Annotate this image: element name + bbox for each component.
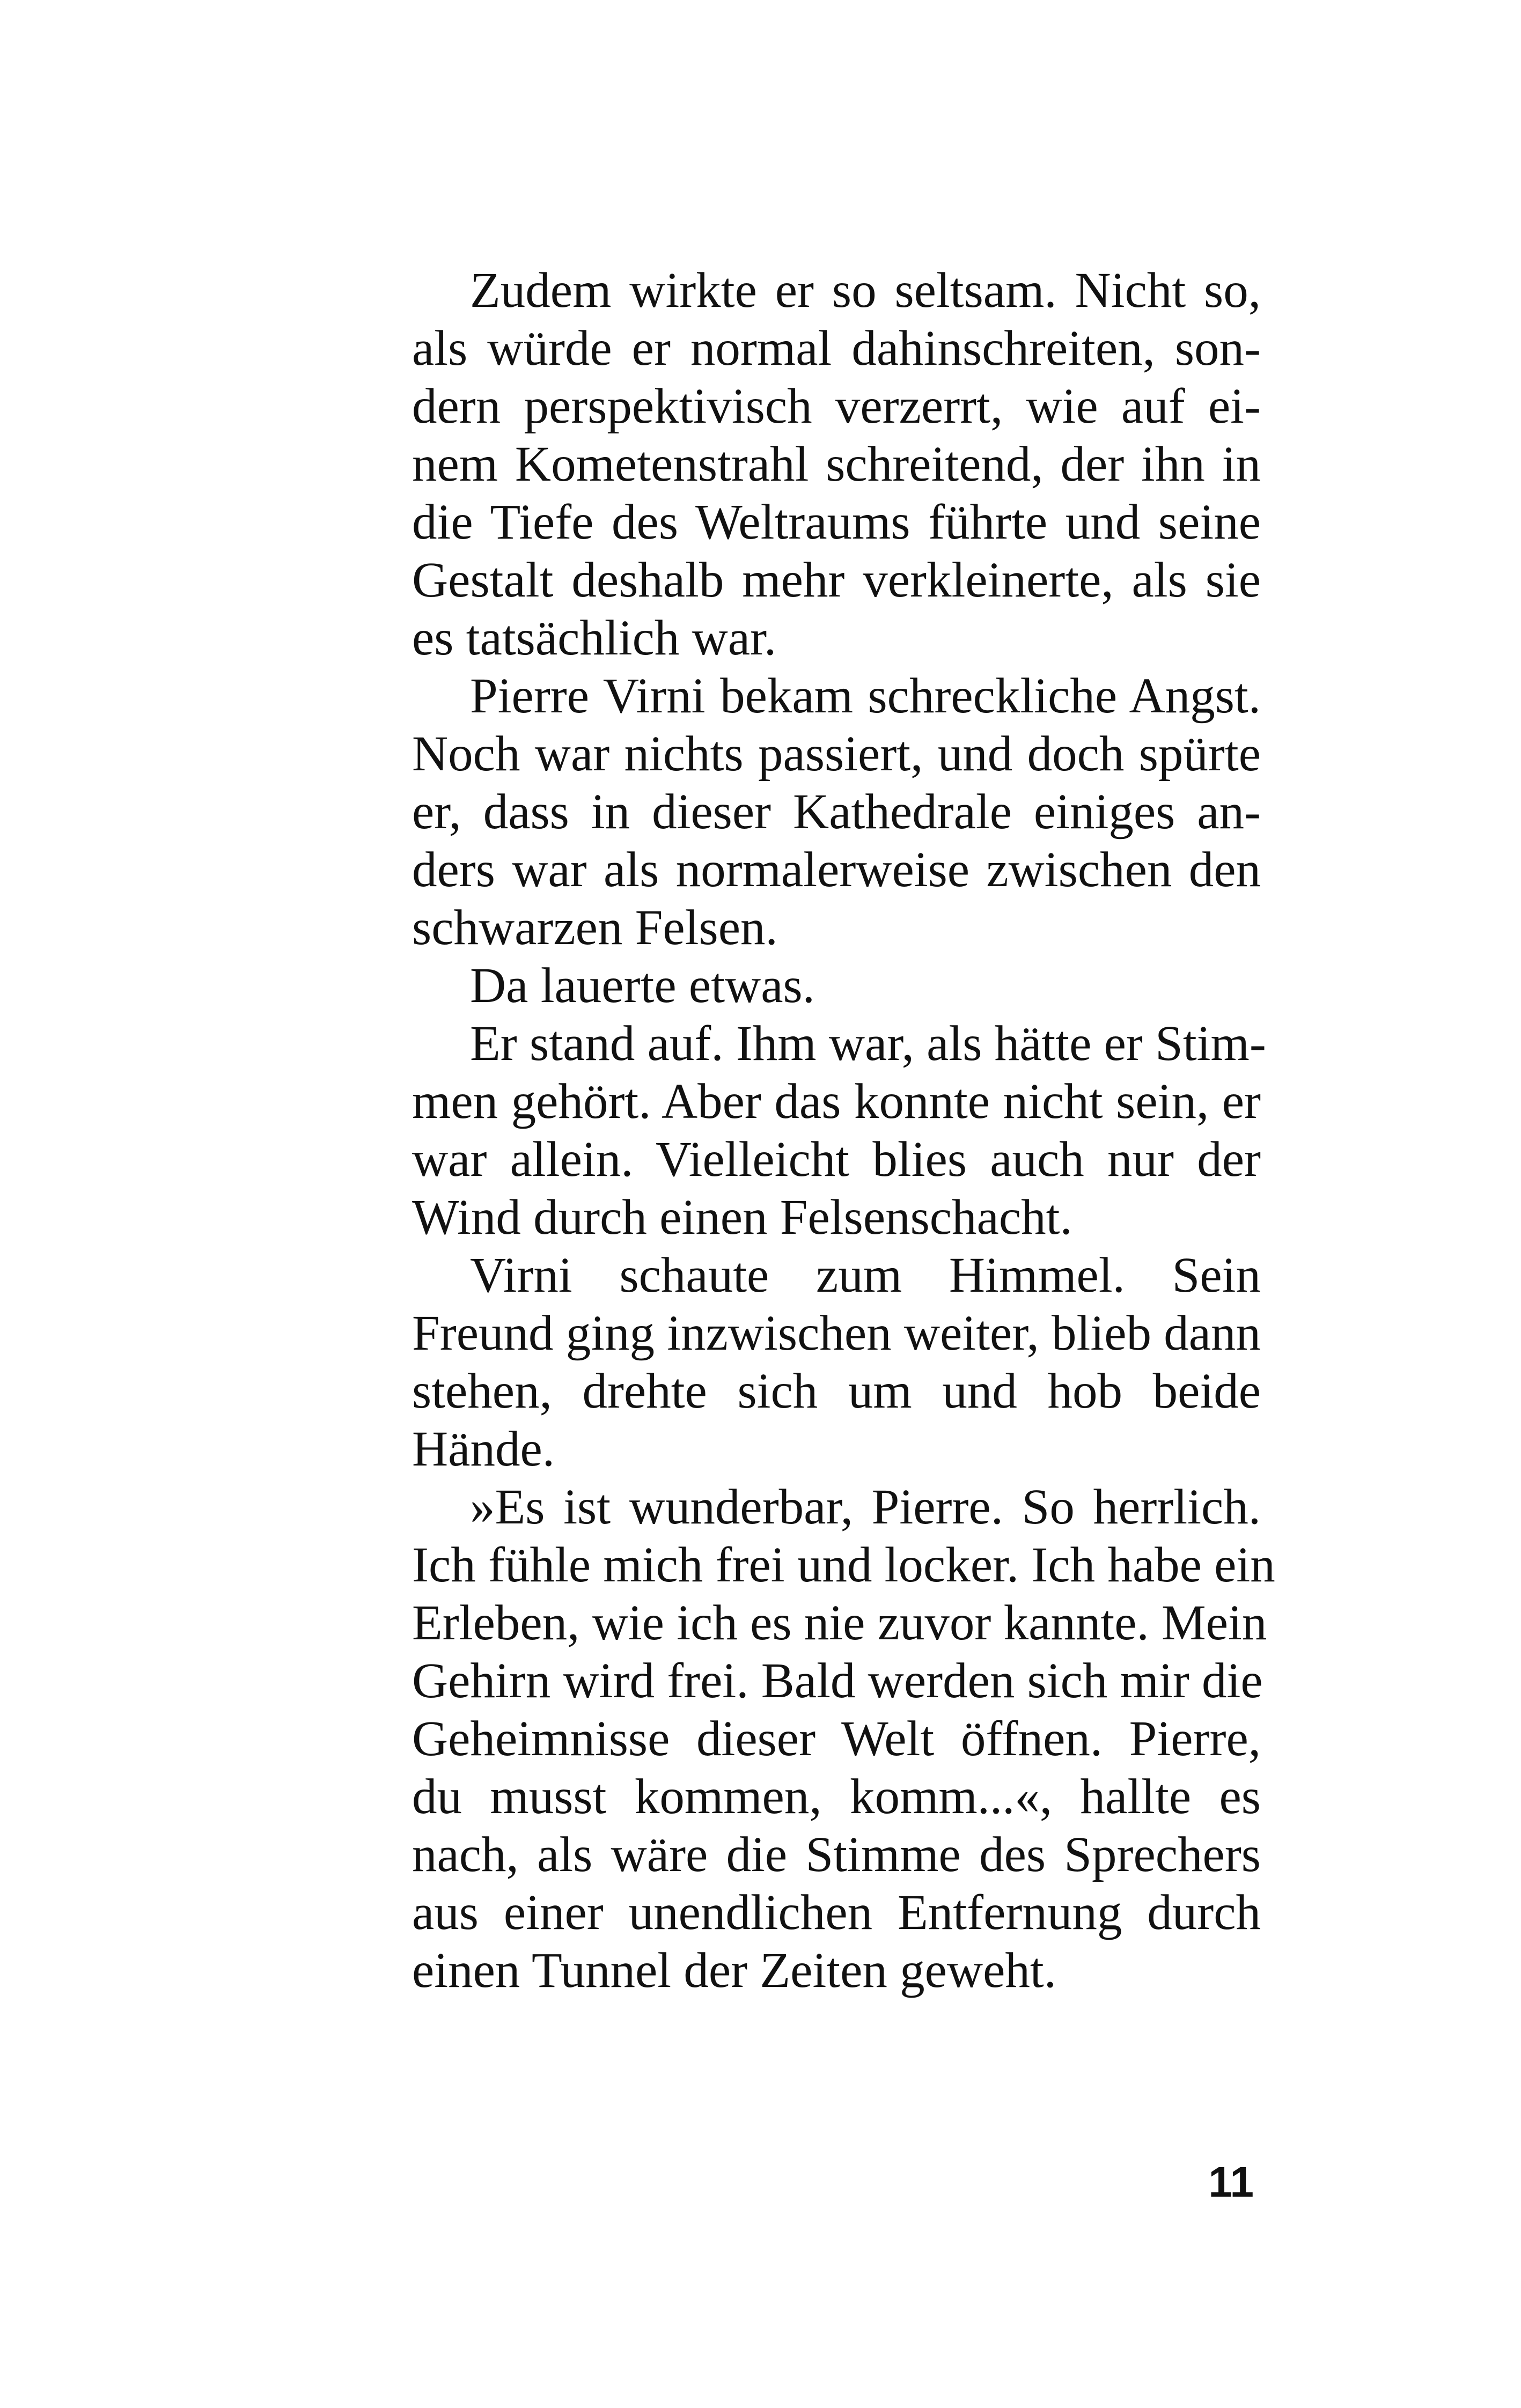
paragraph (354, 667, 1261, 957)
page-number: 11 (1208, 2158, 1254, 2206)
text-line: Gestalt deshalb mehr verkleinerte, als sie (412, 553, 1261, 608)
text-line: Wind durch einen Felsenschacht. (412, 1190, 1072, 1245)
text-line: es tatsächlich war. (412, 610, 777, 666)
text-line: Ich fühle mich frei und locker. Ich habe ein (412, 1537, 1275, 1593)
text-line: stehen, drehte sich um und hob beide (412, 1364, 1261, 1419)
text-line: Pierre Virni bekam schreckliche Angst. (470, 668, 1261, 724)
text-line: Er stand auf. Ihm war, als hätte er Stim- (470, 1016, 1266, 1071)
text-line: Geheimnisse dieser Welt öffnen. Pierre, (412, 1711, 1261, 1766)
text-line: die Tiefe des Weltraums führte und seine (412, 495, 1261, 550)
text-line: war allein. Vielleicht blies auch nur der (412, 1132, 1261, 1187)
text-line: »Es ist wunderbar, Pierre. So herrlich. (470, 1479, 1261, 1535)
text-line: nach, als wäre die Stimme des Sprechers (412, 1827, 1261, 1882)
text-line: als würde er normal dahinschreiten, son- (412, 321, 1261, 376)
text-line: Da lauerte etwas. (470, 958, 815, 1013)
text-line: einen Tunnel der Zeiten geweht. (412, 1943, 1056, 1998)
text-line: Gehirn wird frei. Bald werden sich mir die (412, 1653, 1263, 1709)
text-line: Noch war nichts passiert, und doch spürte (412, 726, 1261, 782)
text-line: Virni schaute zum Himmel. Sein (470, 1248, 1261, 1303)
text-line: er, dass in dieser Kathedrale einiges an- (412, 784, 1261, 840)
paragraph (354, 1015, 1266, 1247)
text-line: dern perspektivisch verzerrt, wie auf ei- (412, 379, 1261, 434)
text-line: aus einer unendlichen Entfernung durch (412, 1885, 1261, 1940)
text-line: Hände. (412, 1422, 555, 1477)
text-line: Zudem wirkte er so seltsam. Nicht so, (470, 263, 1261, 318)
body-text (354, 262, 1275, 2000)
text-line: Freund ging inzwischen weiter, blieb dann (412, 1306, 1261, 1361)
text-line: ders war als normalerweise zwischen den (412, 842, 1261, 897)
text-line: Erleben, wie ich es nie zuvor kannte. Mein (412, 1595, 1267, 1651)
paragraph (354, 957, 1261, 1015)
paragraph (354, 1247, 1261, 1478)
text-line: men gehört. Aber das konnte nicht sein, er (412, 1074, 1261, 1129)
paragraph (354, 262, 1261, 667)
paragraph (354, 1478, 1275, 2000)
text-line: schwarzen Felsen. (412, 900, 778, 955)
text-line: nem Kometenstrahl schreitend, der ihn in (412, 437, 1261, 492)
text-line: du musst kommen, komm...«, hallte es (412, 1769, 1261, 1824)
